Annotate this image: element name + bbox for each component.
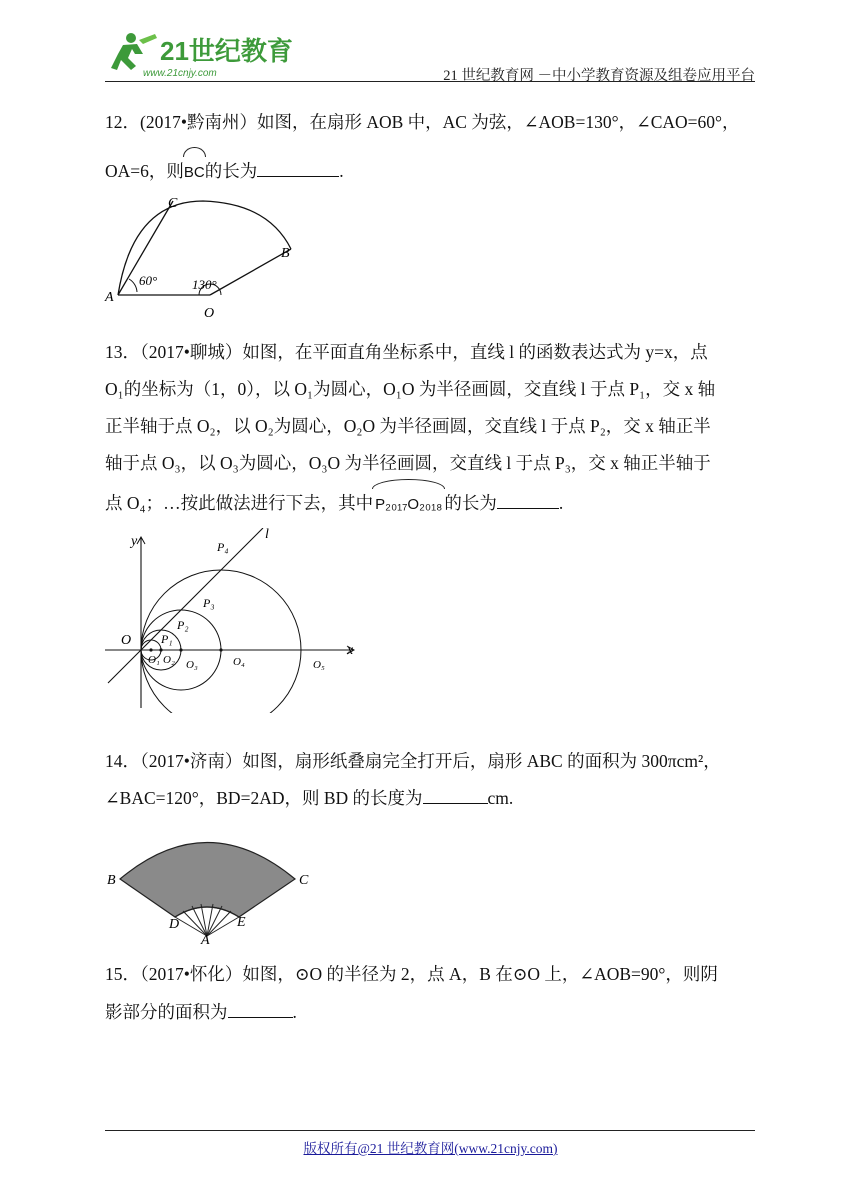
label-o4: O₄ — [233, 656, 245, 668]
footer-divider — [105, 1130, 755, 1131]
point-o4 — [219, 648, 222, 651]
angle-a-mark — [129, 279, 137, 292]
page-header — [105, 30, 755, 82]
label-o1: O₁ — [148, 654, 160, 666]
question-13-text-b: 的长为 — [444, 493, 497, 513]
label-o5: O₅ — [313, 659, 325, 671]
figure-12-sector — [103, 193, 303, 323]
question-12-text-c: . — [339, 161, 344, 181]
label-x: x — [347, 643, 354, 658]
point-o3 — [179, 648, 182, 651]
label-p2: P₂ — [177, 618, 189, 632]
label-p1: P₁ — [161, 632, 173, 646]
angle-130-label: 130° — [192, 277, 217, 292]
label-b: B — [107, 873, 116, 888]
figure-13-circles — [103, 528, 363, 713]
question-14-text-b: cm. — [487, 788, 514, 808]
answer-blank-15[interactable] — [228, 1001, 293, 1018]
question-13-line5 — [105, 482, 765, 523]
answer-blank-12[interactable] — [257, 160, 339, 177]
question-12-text-a: OA=6，则 — [105, 161, 184, 181]
label-a: A — [201, 933, 210, 948]
label-o: O — [204, 306, 215, 321]
question-12-line2 — [105, 150, 765, 191]
question-15-line2 — [105, 994, 765, 1031]
label-y: y — [131, 534, 138, 549]
figure-14-folding-fan — [103, 826, 323, 948]
arc-bc-symbol: BC — [184, 150, 205, 191]
label-l: l — [265, 528, 269, 542]
question-15-text-b: . — [292, 1002, 297, 1022]
header-divider — [105, 81, 755, 82]
label-e: E — [237, 915, 246, 930]
label-b: B — [281, 246, 290, 261]
fan-shaded-region — [120, 843, 295, 918]
question-15-line1: 15．（2017•怀化）如图，⊙O 的半径为 2，点 A，B 在⊙O 上，∠AOB=90°，则阴 — [105, 964, 718, 984]
arc-p2017-o2018-symbol: P₂₀₁₇O₂₀₁₈ — [373, 482, 444, 523]
answer-blank-13[interactable] — [497, 492, 559, 509]
label-o: O — [121, 633, 132, 648]
angle-60-label: 60° — [139, 273, 158, 288]
answer-blank-14[interactable] — [423, 787, 488, 804]
label-d: D — [169, 917, 180, 932]
question-13-text-a: 点 O₄；…按此做法进行下去，其中 — [105, 493, 374, 513]
question-13-text-c: . — [558, 493, 564, 513]
label-p3: P₃ — [203, 596, 215, 610]
header-site-title: 21 世纪教育网 －中小学教育资源及组卷应用平台 — [443, 68, 755, 84]
label-p4: P₄ — [217, 540, 229, 554]
question-14-text-a: ∠BAC=120°，BD=2AD，则 BD 的长度为 — [105, 788, 423, 808]
question-12-line1: 12．(2017•黔南州）如图，在扇形 AOB 中，AC 为弦，∠AOB=130°，∠CAO=60°， — [105, 112, 740, 132]
label-a: A — [105, 290, 114, 305]
question-14-line1: 14．（2017•济南）如图，扇形纸叠扇完全打开后，扇形 ABC 的面积为 300πcm²， — [105, 751, 721, 771]
point-o2 — [159, 648, 162, 651]
radius-ob — [210, 249, 291, 295]
question-13-line2: O₁的坐标为（1，0），以 O₁为圆心，O₁O 为半径画圆，交直线 l 于点 P₁，交 x 轴 — [105, 379, 716, 399]
question-14-line2 — [105, 780, 765, 817]
question-15-text-a: 影部分的面积为 — [105, 1002, 228, 1022]
label-o3: O₃ — [186, 659, 198, 671]
question-13-line3: 正半轴于点 O₂，以 O₂为圆心，O₂O 为半径画圆，交直线 l 于点 P₂，交 x 轴正半 — [105, 416, 711, 436]
site-logo — [105, 30, 295, 78]
label-o2: O₂ — [163, 654, 175, 666]
runner-icon — [111, 33, 157, 70]
point-o1 — [149, 648, 152, 651]
question-12-text-b: 的长为 — [204, 161, 258, 181]
copyright-link[interactable]: 版权所有@21 世纪教育网(www.21cnjy.com) — [303, 1141, 558, 1156]
logo-main-text: 21世纪教育 — [160, 36, 293, 66]
label-c: C — [168, 196, 178, 211]
logo-url-text: www.21cnjy.com — [143, 68, 217, 78]
question-13-line1: 13．（2017•聊城）如图，在平面直角坐标系中，直线 l 的函数表达式为 y=x，点 — [105, 342, 708, 362]
label-c: C — [299, 873, 309, 888]
question-13-line4: 轴于点 O₃，以 O₃为圆心，O₃O 为半径画圆，交直线 l 于点 P₃，交 x 轴正半轴于 — [105, 453, 711, 473]
